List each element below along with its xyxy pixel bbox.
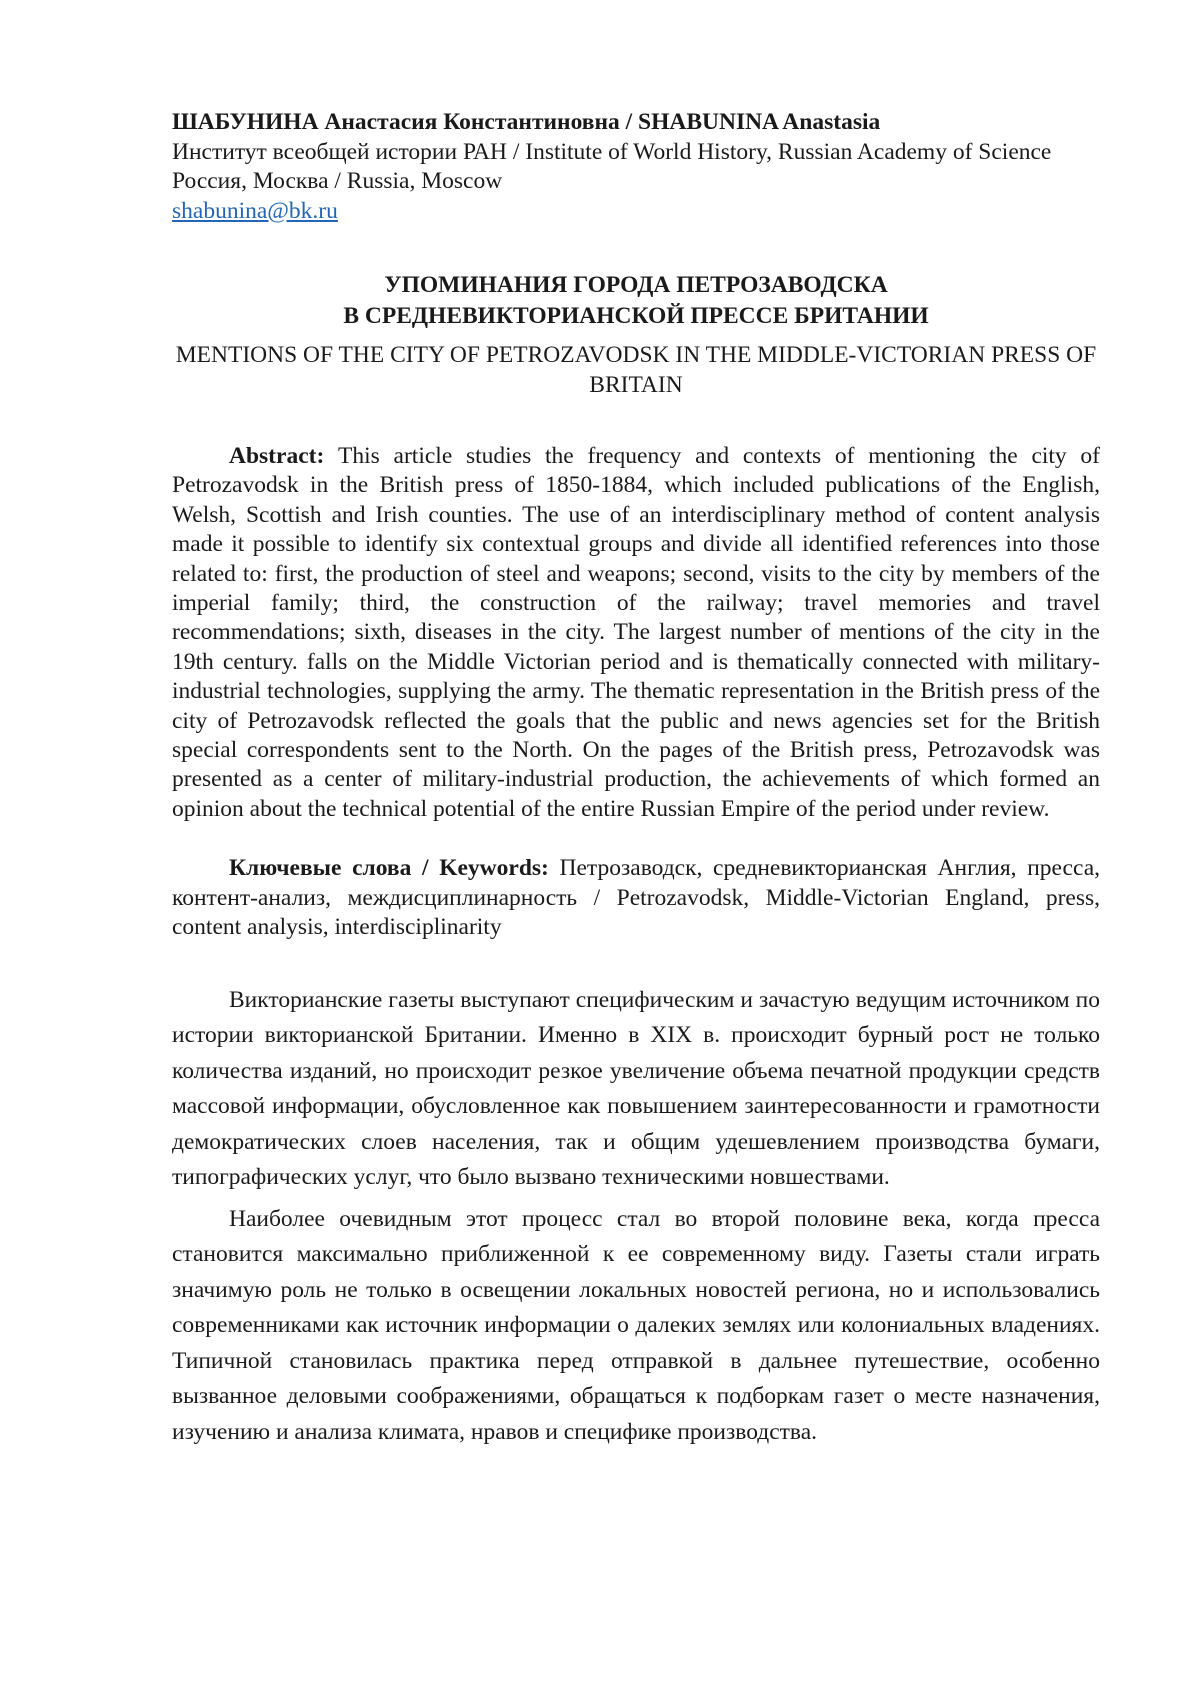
author-name: ШАБУНИНА Анастасия Константиновна / SHABUNINA Anastasia — [172, 109, 881, 135]
body-paragraph: Викторианские газеты выступают специфическим и зачастую ведущим источником по истории викторианской Британии. Именно в XIX в. происходит бурный рост не только количества изданий, но происходит резкое увеличение объема печатной продукции средств массовой информации, обусловленное как повышением заинтересованности и грамотности демократических слоев населения, так и общим удешевлением производства бумаги, типографических услуг, что было вызвано техническими новшествами. — [172, 986, 1100, 1191]
abstract-text: This article studies the frequency and contexts of mentioning the city of Petrozavodsk in the British press of 1850-1884, which included publications of the English, Welsh, Scottish and Irish counties. The use of an interdisciplinary method of content analysis made it possible to identify six contextual groups and divide all identified references into those related to: first, the production of steel and weapons; second, visits to the city by members of the imperial family; third, the construction of the railway; travel memories and travel recommendations; sixth, diseases in the city. The largest number of mentions of the city in the 19th century. falls on the Middle Victorian period and is thematically connected with military-industrial technologies, supplying the army. The thematic representation in the British press of the city of Petrozavodsk reflected the goals that the public and news agencies set for the British special correspondents sent to the North. On the pages of the British press, Petrozavodsk was presented as a center of military-industrial production, the achievements of which formed an opinion about the technical potential of the entire Russian Empire of the period under review. — [172, 443, 1101, 822]
author-email-link[interactable]: shabunina@bk.ru — [172, 197, 338, 224]
keywords-label: Ключевые слова / Keywords: — [229, 855, 560, 882]
abstract — [172, 442, 1100, 824]
body-text — [172, 983, 1100, 1451]
author-block — [172, 108, 1100, 226]
author-location: Россия, Москва / Russia, Moscow — [172, 168, 503, 194]
author-affiliation: Институт всеобщей истории РАН / Institute of World History, Russian Academy of Science — [172, 138, 1052, 165]
paper-page — [172, 108, 1100, 1456]
title-russian-line-1: УПОМИНАНИЯ ГОРОДА ПЕТРОЗАВОДСКА — [384, 272, 888, 298]
keywords — [172, 854, 1100, 943]
title-russian-line-2: В СРЕДНЕВИКТОРИАНСКОЙ ПРЕССЕ БРИТАНИИ — [343, 303, 929, 329]
title-russian — [172, 270, 1100, 332]
keywords-text: Петрозаводск, средневикторианская Англия, пресса, контент-анализ, междисциплинарность / Petrozavodsk, Middle-Victorian England, press, content analysis, interdisciplinarity — [172, 855, 1100, 941]
body-paragraph: Наиболее очевидным этот процесс стал во второй половине века, когда пресса становится максимально приближенной к ее современному виду. Газеты стали играть значимую роль не только в освещении локальных новостей региона, но и использовались современниками как источник информации о далеких землях или колониальных владениях. Типичной становилась практика перед отправкой в дальнее путешествие, особенно вызванное деловыми соображениями, обращаться к подборкам газет о месте назначения, изучению и анализа климата, нравов и специфике производства. — [172, 1205, 1100, 1445]
abstract-label: Abstract: — [229, 443, 339, 469]
title-english: MENTIONS OF THE CITY OF PETROZAVODSK IN THE MIDDLE-VICTORIAN PRESS OF BRITAIN — [175, 342, 1097, 398]
